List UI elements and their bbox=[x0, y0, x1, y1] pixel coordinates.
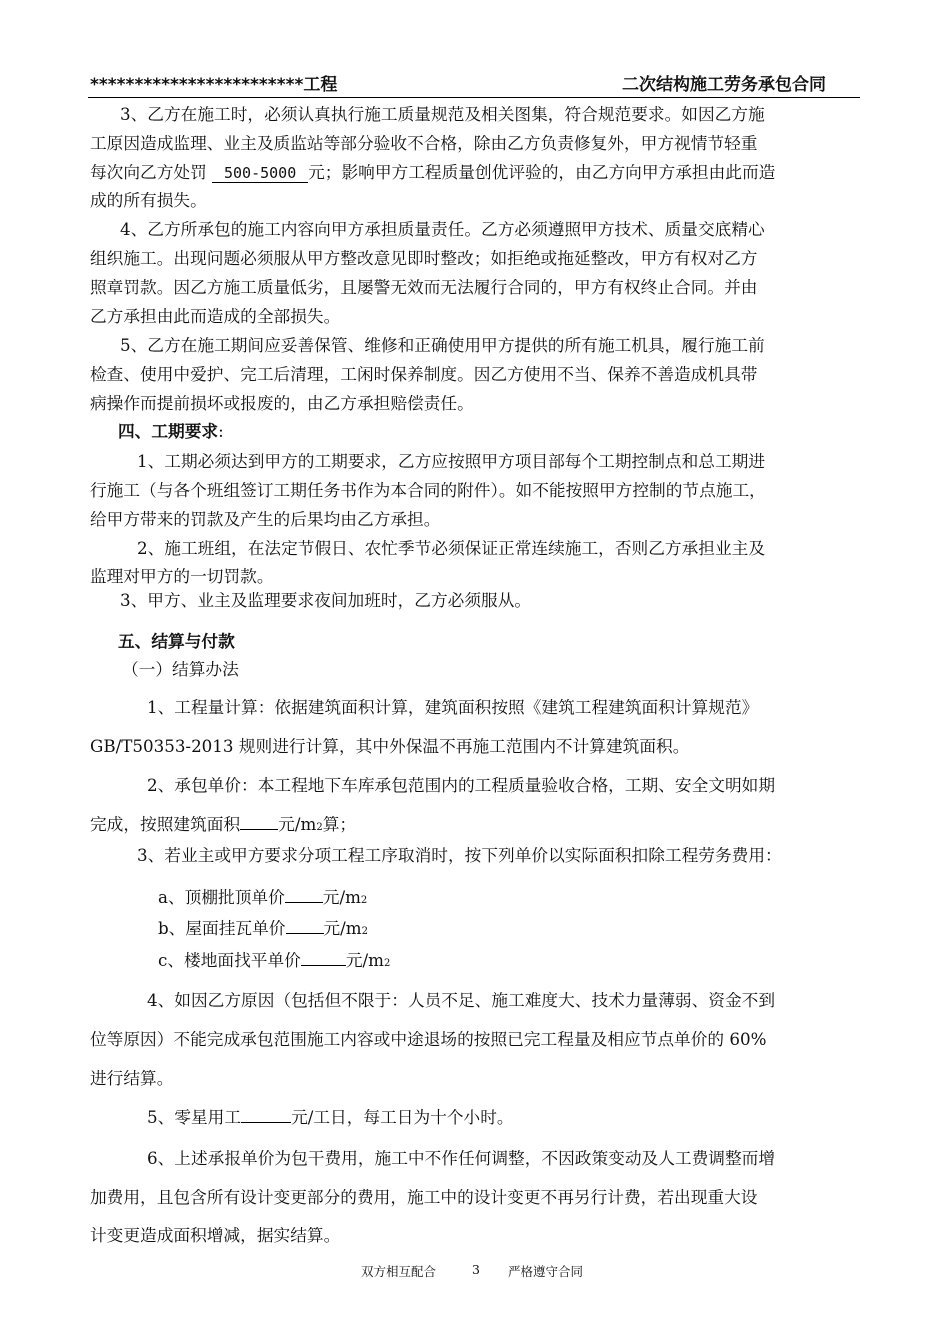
section4-p1-line2: 行施工（与各个班组签订工期任务书作为本合同的附件）。如不能按照甲方控制的节点施工， bbox=[90, 480, 766, 500]
deduction-c-unit-sup: 2 bbox=[384, 958, 391, 969]
section4-colon: : bbox=[218, 421, 224, 441]
para5-line1: 5、乙方在施工期间应妥善保管、维修和正确使用甲方提供的所有施工机具，履行施工前 bbox=[120, 335, 765, 355]
deduction-b-blank bbox=[286, 933, 324, 934]
section4-p1-line3: 给甲方带来的罚款及产生的后果均由乙方承担。 bbox=[90, 509, 441, 529]
section5-title: 五、结算与付款 bbox=[118, 631, 235, 651]
page-number: 3 bbox=[472, 1262, 480, 1277]
para4-line1: 4、乙方所承包的施工内容向甲方承担质量责任。乙方必须遵照甲方技术、质量交底精心 bbox=[120, 219, 765, 239]
unit-price-blank bbox=[240, 829, 278, 830]
item6-line1: 6、上述承报单价为包干费用，施工中不作任何调整，不因政策变动及人工费调整而增 bbox=[147, 1148, 776, 1168]
item2-line2-start: 完成，按照建筑面积 bbox=[90, 814, 241, 834]
section4-p2-line2: 监理对甲方的一切罚款。 bbox=[90, 566, 274, 586]
para3-line4: 成的所有损失。 bbox=[90, 190, 207, 210]
item4-line2: 位等原因）不能完成承包范围施工内容或中途退场的按照已完工程量及相应节点单价的 60% bbox=[90, 1029, 767, 1049]
item2-line2-end: 算； bbox=[322, 814, 357, 834]
para3-line1: 3、乙方在施工时，必须认真执行施工质量规范及相关图集，符合规范要求。如因乙方施 bbox=[120, 104, 765, 124]
item2-line1: 2、承包单价：本工程地下车库承包范围内的工程质量验收合格，工期、安全文明如期 bbox=[147, 775, 776, 795]
section4-p2-line1: 2、施工班组，在法定节假日、农忙季节必须保证正常连续施工，否则乙方承担业主及 bbox=[137, 538, 766, 558]
para5-line2: 检查、使用中爱护、完工后清理，工闲时保养制度。因乙方使用不当、保养不善造成机具带 bbox=[90, 364, 758, 384]
header-project-name: ************************工程 bbox=[90, 75, 338, 95]
item1-line1: 1、工程量计算：依据建筑面积计算，建筑面积按照《建筑工程建筑面积计算规范》 bbox=[147, 697, 759, 717]
deduction-a-unit-sup: 2 bbox=[360, 895, 368, 906]
header-contract-title: 二次结构施工劳务承包合同 bbox=[622, 75, 826, 95]
item2-unit: 元/m bbox=[278, 814, 317, 834]
item4-line3: 进行结算。 bbox=[90, 1068, 174, 1088]
deduction-c-label: c、楼地面找平单价 bbox=[158, 950, 301, 970]
deduction-b-unit: 元/m bbox=[323, 918, 362, 938]
footer-right-text: 严格遵守合同 bbox=[508, 1264, 584, 1279]
para4-line4: 乙方承担由此而造成的全部损失。 bbox=[90, 306, 341, 326]
para3-line3 bbox=[90, 162, 950, 183]
deduction-c-unit: 元/m bbox=[345, 950, 384, 970]
casual-labor-blank bbox=[241, 1122, 291, 1123]
deduction-a-unit: 元/m bbox=[322, 887, 361, 907]
section4-title: 四、工期要求 bbox=[118, 421, 219, 441]
deduction-c bbox=[158, 950, 950, 974]
item1-line2: GB/T50353-2013 规则进行计算，其中外保温不再施工范围内不计算建筑面积。 bbox=[90, 736, 690, 756]
para4-line3: 照章罚款。因乙方施工质量低劣，且屡警无效而无法履行合同的，甲方有权终止合同。并由 bbox=[90, 277, 758, 297]
item6-line3: 计变更造成面积增减，据实结算。 bbox=[90, 1225, 341, 1245]
deduction-c-blank bbox=[301, 965, 346, 966]
item2-line2 bbox=[90, 814, 950, 838]
para5-line3: 病操作而提前损坏或报废的，由乙方承担赔偿责任。 bbox=[90, 393, 474, 413]
deduction-b-unit-sup: 2 bbox=[361, 926, 369, 937]
para3-line3-end: 元；影响甲方工程质量创优评验的，由乙方向甲方承担由此而造 bbox=[308, 162, 776, 182]
item6-line2: 加费用，且包含所有设计变更部分的费用，施工中的设计变更不再另行计费，若出现重大设 bbox=[90, 1187, 758, 1207]
item2-unit-sup: 2 bbox=[316, 822, 323, 833]
para4-line2: 组织施工。出现问题必须服从甲方整改意见即时整改；如拒绝或拖延整改，甲方有权对乙方 bbox=[90, 248, 758, 268]
deduction-b-label: b、屋面挂瓦单价 bbox=[158, 918, 286, 938]
settlement-method-heading: （一）结算办法 bbox=[122, 659, 239, 679]
para3-line3-start: 每次向乙方处罚 bbox=[90, 162, 207, 182]
item5 bbox=[147, 1107, 950, 1127]
section4-p3: 3、甲方、业主及监理要求夜间加班时，乙方必须服从。 bbox=[120, 590, 532, 610]
section4-heading bbox=[118, 421, 950, 441]
item4-line1: 4、如因乙方原因（包括但不限于：人员不足、施工难度大、技术力量薄弱、资金不到 bbox=[147, 990, 776, 1010]
para3-line2: 工原因造成监理、业主及质监站等部分验收不合格，除由乙方负责修复外，甲方视情节轻重 bbox=[90, 133, 758, 153]
deduction-b bbox=[158, 918, 950, 942]
deduction-a bbox=[158, 887, 950, 911]
deduction-a-blank bbox=[285, 902, 323, 903]
item5-start: 5、零星用工 bbox=[147, 1107, 242, 1127]
section4-p1-line1: 1、工期必须达到甲方的工期要求，乙方应按照甲方项目部每个工期控制点和总工期进 bbox=[137, 451, 766, 471]
item3: 3、若业主或甲方要求分项工程工序取消时，按下列单价以实际面积扣除工程劳务费用： bbox=[137, 845, 782, 865]
deduction-a-label: a、顶棚批顶单价 bbox=[158, 887, 285, 907]
footer-left-text: 双方相互配合 bbox=[361, 1264, 437, 1279]
item5-end: 元/工日，每工日为十个小时。 bbox=[291, 1107, 514, 1127]
penalty-range-value: 500-5000 bbox=[212, 164, 308, 183]
header-divider bbox=[88, 97, 860, 98]
